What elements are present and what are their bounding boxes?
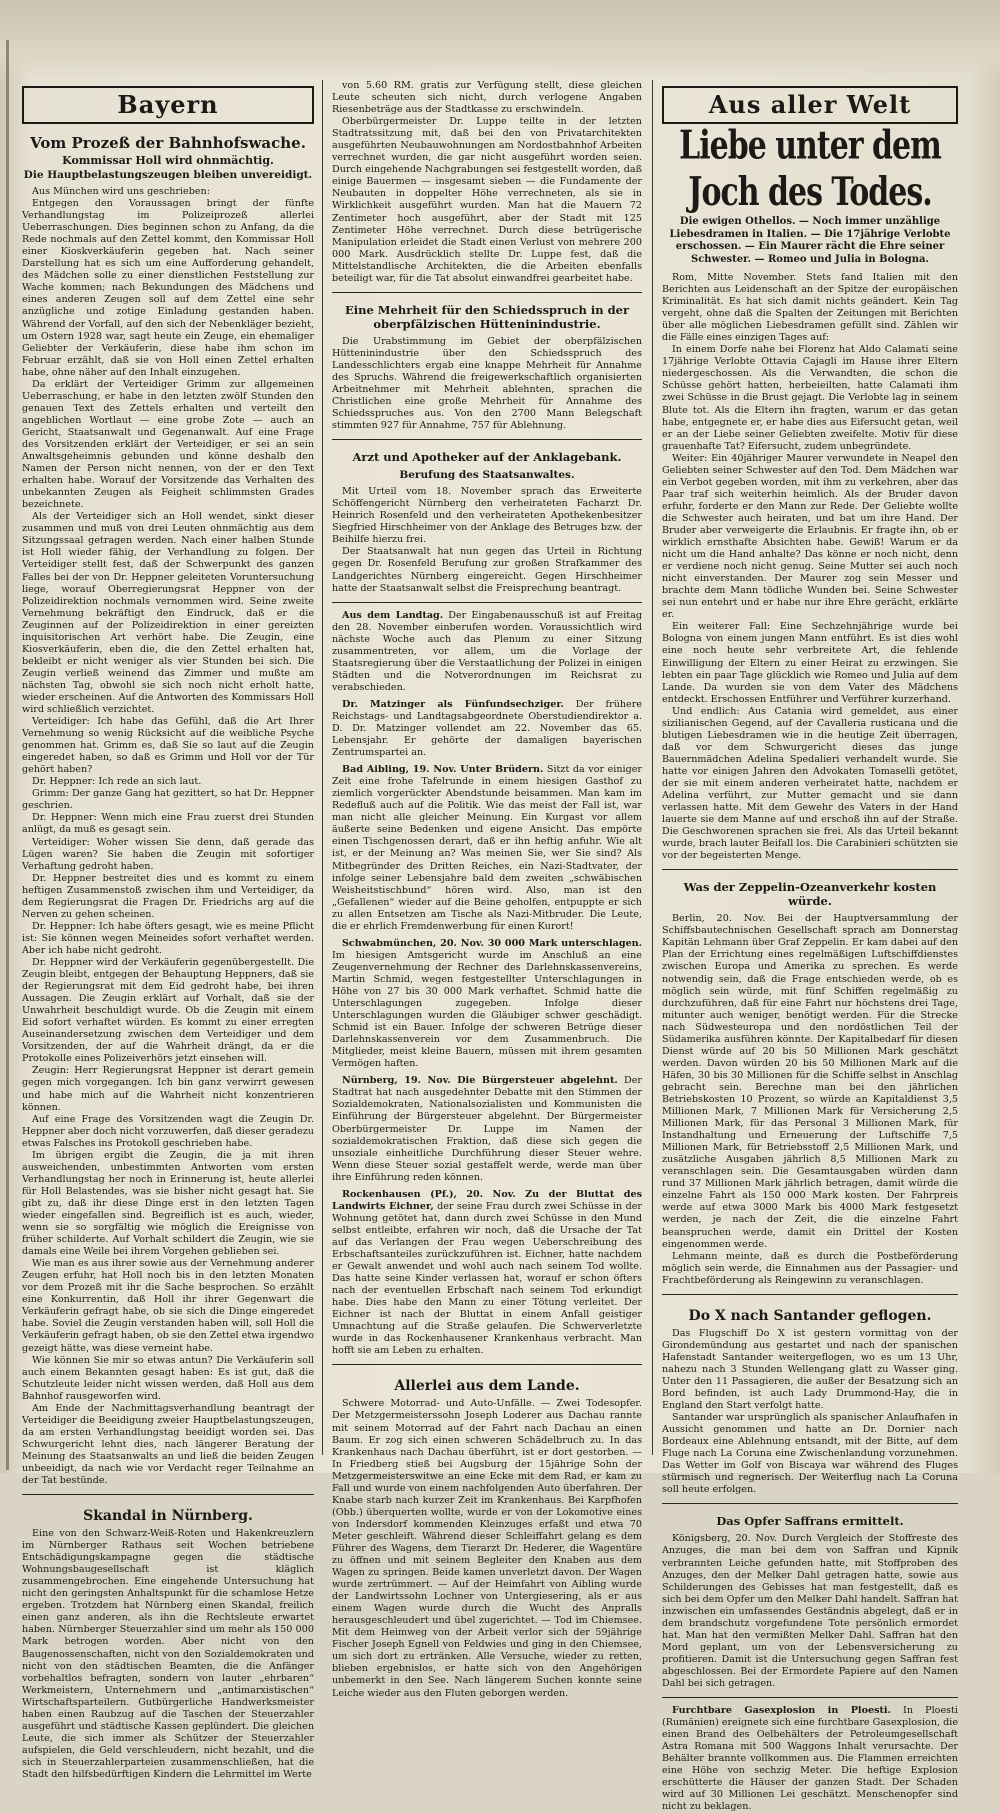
headline-bahnhofswache: Vom Prozeß der Bahnhofswache. <box>30 134 306 152</box>
news-note <box>332 764 642 933</box>
paragraph: Da erklärt der Verteidiger Grimm zur allgemeinen Ueberraschung, er habe in den letzten zwölf Stunden den genauen Text des Zettels erhalten und verteilt den angeblichen Wortlaut — eine grobe Zote — auch an Gericht, Staatsanwalt und Gegenanwalt. Auf eine Frage des Vorsitzenden erklärt der Verteidiger, er sei an sein Anwaltsgeheimnis gebunden und könne deshalb den Namen der Person nicht nennen, von der er den Text erhalten habe. Worauf der Vorsitzende das Verhalten des unbekannten Zeugen als Feigheit schlimmsten Grades bezeichnete. <box>22 378 314 511</box>
divider <box>332 1364 642 1365</box>
headline-allerlei: Allerlei aus dem Lande. <box>394 1378 580 1395</box>
paragraph: Ein weiterer Fall: Eine Sechzehnjährige wurde bei Bologna von einem jungen Mann entführt. Es ist dies wohl eine noch heute sehr verbreitete Art, die fehlende Einwilligung der Eltern zu einer Heirat zu erzwingen. Sie lebten ein paar Tage glücklich wie Romeo und Julia auf dem Lande. Da wurden sie von dem Vater des Mädchens entdeckt. Erschossen Entführer und Verführer kurzerhand. <box>662 621 958 705</box>
paragraph: Rom, Mitte November. Stets fand Italien mit den Berichten aus Leidenschaft an der Spitze der europäischen Kriminalität. Es hat sich damit nichts geändert. Kein Tag vergeht, ohne daß die Spalten der Zeitungen mit Berichten über alle möglichen Liebesdramen gefüllt sind. Zählen wir die Fälle eines einzigen Tages auf: <box>662 272 958 344</box>
news-note-text: Sitzt da vor einiger Zeit eine frohe Tafelrunde in einem hiesigen Gasthof zu ziemlich vorgerückter Abendstunde beisammen. Man kam im Redefluß auch auf die Politik. Wie das meist der Fall ist, war man nicht alle gleicher Meinung. Ein Kurgast vor allem äußerte seine Bedenken und eigene Ansicht. Das empörte einen Tischgenossen derart, daß er ihn heftig anfuhr. Wie alt ist, er der Meinung an? Was meinen Sie, wer Sie sind? Als Mitbegründer des Dritten Reiches, ein Nazi-Stadtvater, der infolge seiner Lebensjahre bald dem zweiten „schwäbischen Weisheitstischbund“ hören wird. Also, man ist den „Gefallenen“ wieder auf die Beine geholfen, entpuppte er sich zu allen Entsetzen am Tische als Nazi-Mitbruder. Die Leute, die er ehrlich Fremdenwerbung für einen Kurort! <box>332 764 642 932</box>
ploesti-paragraph <box>662 1705 958 1813</box>
paragraph: Der Staatsanwalt hat nun gegen das Urteil in Richtung gegen Dr. Rosenfeld Berufung zur großen Strafkammer des Landgerichtes Nürnberg eingereicht. Gegen Hirschheimer hatte der Staatsanwalt selbst die Freisprechung beantragt. <box>332 546 642 594</box>
paragraph: Berlin, 20. Nov. Bei der Hauptversammlung der Schiffsbautechnischen Gesellschaft sprach am Donnerstag Kapitän Lehmann über Graf Zeppelin. Er kam dabei auf den Plan der Errichtung eines regelmäßigen Luftschiffdienstes zwischen Europa und Amerika zu sprechen. Es werde notwendig sein, daß die Frage entschieden werde, ob es möglich sein würde, mit fünf Schiffen regelmäßig zu durchzuführen, daß für eine Fahrt nur höchstens drei Tage, mitunter auch weniger, benötigt werden. Für die Strecke nach Südwesteuropa und den nordöstlichen Teil der Südamerika ausführen könnte. Der Kapitalbedarf für diesen Dienst würde auf 20 bis 50 Millionen Mark geschätzt werden. Davon würden 20 bis 50 Millionen Mark auf die Häfen, 30 bis 30 Millionen für die Schiffe selbst in Anschlag gebracht sein. Berechne man bei den jährlichen Betriebskosten 10 Prozent, so würde an Kapitaldienst 3,5 Millionen Mark, 7 Millionen Mark für Versicherung 2,5 Millionen Mark, für das Personal 3 Millionen Mark, für Instandhaltung und Erneuerung der Luftschiffe 7,5 Millionen Mark, für Betriebsstoff 2,5 Millionen Mark, und zusätzliche Ausgaben jährlich 8,5 Millionen Mark zu veranschlagen sein. Die Gesamtausgaben würden dann rund 37 Millionen Mark jährlich betragen, damit würde die einzelne Fahrt als 150 000 Mark kosten. Der Fahrpreis werde auf etwa 3000 Mark bis 4000 Mark festgesetzt werden, je nach der Zeit, die die einzelne Fahrt beanspruchen werde, damit ein Drittel der Kosten eingenommen werde. <box>662 913 958 1250</box>
paragraph: Dr. Heppner: Wenn mich eine Frau zuerst drei Stunden anlügt, da muß es gesagt sein. <box>22 812 314 836</box>
page-binding-edge <box>6 40 9 1470</box>
paragraph: Wie können Sie mir so etwas antun? Die Verkäuferin soll auch einem Bekannten gesagt haben: Es ist gut, daß die Schutzleute leider nicht wissen werden, daß Holl aus dem Bahnhof rausgeworfen wird. <box>22 1354 314 1402</box>
divider <box>662 1294 958 1295</box>
article-body-skandal <box>22 1528 314 1781</box>
headline-saffran: Das Opfer Saffrans ermittelt. <box>716 1514 904 1529</box>
subhead-zeugen: Die Hauptbelastungszeugen bleiben unvereidigt. <box>23 169 313 181</box>
paragraph: Dr. Heppner: Ich rede an sich laut. <box>32 776 202 788</box>
column-aus-aller-welt <box>662 78 958 1813</box>
headline-skandal-nuernberg: Skandal in Nürnberg. <box>83 1508 253 1525</box>
divider <box>662 1503 958 1504</box>
divider <box>22 1494 314 1495</box>
news-note-text: Der Eingabenausschuß ist auf Freitag den 28. November einberufen worden. Voraussichtlich wird nächste Woche auch das Plenum zu einer Sitzung zusammentreten, vor allem, um die Vorlage der Staatsregierung über die Verstaatlichung der Polizei in einigen Städten und die Notverordnungen im Reichsrat zu verabschieden. <box>332 609 642 693</box>
divider <box>332 602 642 603</box>
paragraph: von 5.60 RM. gratis zur Verfügung stellt, diese gleichen Leute scheuten sich nicht, durch verlogene Angaben Riesenbeträge aus der Stadtkasse zu erschwindeln. <box>332 80 642 116</box>
section-title-bayern: Bayern <box>22 86 314 124</box>
news-note <box>332 1189 642 1358</box>
paragraph: Dr. Heppner wird der Verkäuferin gegenübergestellt. Die Zeugin bleibt, entgegen der Behauptung Heppners, daß sie der Regierungsrat mit dem Eid gedroht habe, bei ihren Aussagen. Die Zeugin erklärt auf Vorhalt, daß sie der Unwahrheit beschuldigt wurde. Ob die Zeugin mit einem Eid sofort verhaftet würden. Es kommt zu einer erregten Auseinandersetzung zwischen dem Verteidiger und dem Vorsitzenden, der auf die Wahrheit drängt, da er die Protokolle eines Polizeiverhörs jetzt einsehen will. <box>22 957 314 1065</box>
column-rule-1 <box>322 80 323 1455</box>
headline-schiedsspruch: Eine Mehrheit für den Schiedsspruch in der oberpfälzischen Hütteninindustrie. <box>344 302 630 331</box>
deck-othellos: Die ewigen Othellos. — Noch immer unzählige Liebesdramen in Italien. — Die 17jährige Verlobte erschossen. — Ein Maurer rächt die Ehre seiner Schwester. — Romeo und Julia in Bologna. <box>669 216 951 265</box>
paragraph: Verteidiger: Ich habe das Gefühl, daß die Art Ihrer Vernehmung so wenig Rücksicht auf die weibliche Psyche genommen hat. Grimm es, daß Sie so laut auf die Zeugin eingeredet haben, so daß es Grimm und Holl vor der Tür gehört haben? <box>22 716 314 776</box>
section-title-aus-aller-welt: Aus aller Welt <box>662 86 958 124</box>
article-body-nuernberg-continued <box>332 80 642 285</box>
article-body-allerlei <box>332 1398 642 1699</box>
news-note-lead: Aus dem Landtag. <box>342 609 444 621</box>
news-note <box>332 699 642 759</box>
article-body-saffran <box>662 1533 958 1690</box>
news-note-text: der seine Frau durch zwei Schüsse in der Wohnung getötet hat, dann durch zwei Schüsse in den Mund selbst entleibte, erfahren wir noch, daß die Ursache der Tat auf das Verlangen der Frau wegen Ueberschreibung des Erbschaftsanteiles zurückzuführen ist. Eichner, hatte nachdem er Gewalt anwendet und wohl auch nach seinem Tod wollte. Das hatte seine Kinder verlassen hat, worauf er schon öfters nach der eventuellen Erbschaft nach seinem Tod erkundigt habe. Dies habe den Mann zu einer Tötung verleitet. Der Eichner ist nach der Bluttat in einem Anfall geistiger Umnachtung auf die Straße gelaufen. Die Schwerverletzte wurde in das Rockenhausener Krankenhaus verbracht. Man hofft sie am Leben zu erhalten. <box>332 1200 642 1357</box>
news-notes <box>332 610 642 1358</box>
paragraph: Am Ende der Nachmittagsverhandlung beantragt der Verteidiger die Beeidigung zweier Hauptbelastungszeugen, da am ersten Verhandlungstag beeidigt worden sei. Das Schwurgericht lehnt dies, nach längerer Beratung der Meinung des Staatsanwalts an und ließ die beiden Zeugen unbeeidigt, da nach wie vor Verdacht reger Teilnahme an der Tat bestünde. <box>22 1402 314 1487</box>
paragraph: Santander war ursprünglich als spanischer Anlaufhafen in Aussicht genommen und hatte an Dr. Dornier nach Bordeaux eine Ablehnung entsandt, mit der Bitte, auf dem Fluge nach La Coruna eine Zwischenlandung vorzunehmen. Das Wetter im Golf von Biscaya war während des Fluges stürmisch und regnerisch. Der Weiterflug nach La Coruna soll heute erfolgen. <box>662 1412 958 1496</box>
paragraph: Auf eine Frage des Vorsitzenden wagt die Zeugin Dr. Heppner aber doch nicht vorzuwerfen, daß dieser geradezu etwas Falsches ins Protokoll geschrieben habe. <box>22 1113 314 1149</box>
paragraph: Oberbürgermeister Dr. Luppe teilte in der letzten Stadtratssitzung mit, daß bei den von Privatarchitekten ausgeführten Neubauwohnungen am Nordostbahnhof Arbeiten verrechnet wurden, die gar nicht ausgeführt worden seien. Durch eingehende Nachgrabungen sei festgestellt worden, daß einige Bauermen — insgesamt sieben — die Fundamente der Neubauten in doppelter Höhe verrechneten, als sie in Wirklichkeit ausgeführt wurden. Man hat die Mauern 72 Zentimeter hoch ausgeführt, aber der Stadt mit 125 Zentimeter Höhe verrechnet. Durch diese betrügerische Manipulation erleidet die Stadt einen Verlust von mehrere 200 000 Mark. Ausdrücklich stellte Dr. Luppe fest, daß die Mittelstandlische Architekten, die die Arbeiten ebenfalls beteiligt war, für die Tat absolut einwandfrei gearbeitet habe. <box>332 116 642 284</box>
article-body-do-x <box>662 1328 958 1497</box>
paragraph: Das Flugschiff Do X ist gestern vormittag von der Girondemündung aus gestartet und nach der spanischen Hafenstadt Santander weitergeflogen, wo es um 13 Uhr, nahezu nach 3 Stunden Wellengang glatt zu Wasser ging. Unter den 11 Passagieren, die außer der Besatzung sich an Bord befinden, ist auch Lady Drummond-Hay, die in England den Start verfolgt hatte. <box>662 1327 958 1412</box>
paragraph: Als der Verteidiger sich an Holl wendet, sinkt dieser zusammen und muß von drei Leuten ohnmächtig aus dem Sitzungssaal getragen werden. Nach einer halben Stunde ist Holl wieder fähig, der Verhandlung zu folgen. Der Verteidiger stellt fest, daß der Schwerpunkt des ganzen Falles bei der von Dr. Heppner geleiteten Voruntersuchung liege, worauf Oberregierungsrat Heppner von der Polizeidirektion nochmals vernommen wird. Seine zweite Vernehmung bekräftigt den Eindruck, daß er die Zeuginnen auf der Polizeidirektion in einer gereizten inquisitorischen Art verhört habe. Die Zeugin, eine Kiosverkäuferin, eben die, die den Zettel erhalten hat, bekleibt er nicht weniger als vier Stunden bei sich. Die Zeugin verließ weinend das Zimmer und mußte am nächsten Tag, obwohl sie sich noch nicht erholt hatte, wieder erscheinen. Auf die Antworten des Kommissars Holl wird schließlich verzichtet. <box>22 511 314 716</box>
article-body-liebe <box>662 272 958 862</box>
paragraph: Eine von den Schwarz-Weiß-Roten und Hakenkreuzlern im Nürnberger Rathaus seit Wochen betriebene Entschädigungskampagne gegen die städtische Wohnungsbaugesellschaft ist kläglich zusammengebrochen. Eine eingehende Untersuchung hat nicht den geringsten Anhaltspunkt für die schamlose Hetze ergeben. Trotzdem hat Nürnberg einen Skandal, freilich einen ganz anderen, als ihn die Rechtsleute erwartet haben. Nürnberger Steuerzahler sind um mehr als 150 000 Mark betrogen worden. Aber nicht von den Baugenossenschaften, nicht von den Sozialdemokraten und nicht von den städtischen Beamten, die die Anfänger vorbehaltlos befragten, sondern von lauter „ehrbaren“ Werkmeistern, Unternehmern und „antimarxistischen“ Wirtschaftsparteilern. Gutbürgerliche Handwerksmeister haben einen Raubzug auf die Taschen der Steuerzahler ausgeführt und städtische Kassen geplündert. Die gleichen Leute, die sich immer als Schützer der Steuerzahler aufspielen, die Geld verschleudern, nicht bezahlt, und die sich in Steuerzahlerparteien zusammenschließen, hat die Stadt den hilfsbedürftigen Kindern die Lehrmittel im Werte <box>22 1528 314 1780</box>
news-note-lead: Bad Aibling, 19. Nov. Unter Brüdern. <box>342 764 544 776</box>
paragraph: Dr. Heppner: Ich habe öfters gesagt, wie es meine Pflicht ist: Sie können wegen Meineides sofort verhaftet werden. Aber ich habe nicht gedroht. <box>22 920 314 956</box>
news-note-lead: Nürnberg, 19. Nov. Die Bürgersteuer abgelehnt. <box>342 1075 618 1087</box>
subhead-berufung: Berufung des Staatsanwaltes. <box>399 469 575 482</box>
news-note <box>332 938 642 1071</box>
news-note <box>332 610 642 694</box>
paragraph: In einem Dorfe nahe bei Florenz hat Aldo Calamati seine 17jährige Verlobte Ottavia Cajagli im Hause ihrer Eltern niedergeschossen. Als die Verwandten, die schon die Schüsse gehört hatten, herbeieilten, hatte Calamati ihm zwei Schüsse in die Brust gejagt. Die Verlobte lag in seinem Blute tot. Als die Eltern ihn fragten, warum er das getan habe, entgegnete er, er habe dies aus Eifersucht getan, weil er an der Liebe seiner Geliebten zweifelte. Motiv für diese grauenhafte Tat? Eifersucht, zudem unbegründete. <box>662 344 958 452</box>
paragraph: Weiter: Ein 40jähriger Maurer verwundete in Neapel den Geliebten seiner Schwester auf den Tod. Dem Mädchen war ein Verbot gegeben worden, mit ihm zu verkehren, aber das Paar traf sich weiterhin heimlich. Als der Bruder davon erfuhr, forderte er den Mann zur Rede. Der Geliebte wollte die Schwester auch heiraten, und bat um ihre Hand. Der Bruder aber verweigerte die Erlaubnis. Er fragte ihn, ob er wirklich ernsthafte Absichten habe. Gewiß! Warum er da nicht um die Hand anhalte? Das könne er noch nicht, denn er verdiene noch nicht genug. Seine Mutter sei auch noch nicht einverstanden. Der Maurer zog sein Messer und brachte dem Mann tödliche Wunden bei. Seine Schwester sei nun entehrt und er habe nur ihre Ehre gerächt, erklärte er. <box>662 452 958 621</box>
column-bayern <box>22 78 314 1780</box>
news-note-lead: Rockenhausen (Pf.), 20. Nov. Zu der Bluttat des Landwirts Eichner, <box>332 1188 642 1212</box>
paragraph: Im übrigen ergibt die Zeugin, die ja mit ihren ausweichenden, unbestimmten Antworten vom ersten Verhandlungstag her noch in Erinnerung ist, heute allerlei für Holl Belastendes, was sie bisher nicht gesagt hat. Sie gibt zu, daß ihr diese Dinge erst in den letzten Tagen wieder eingefallen sind. Begreiflich ist es auch, wieder, wenn sie so sorgfältig wie möglich die Ereignisse von früher schilderte. Auf Vorhalt schildert die Zeugin, wie sie damals eine Weile bei ihrem Vorgehen geblieben sei. <box>22 1149 314 1258</box>
paragraph: Mit Urteil vom 18. November sprach das Erweiterte Schöffengericht Nürnberg den verheirateten Facharzt Dr. Heinrich Rosenfeld und den verheirateten Apothekenbesitzer Siegfried Hirschheimer von der Anklage des Betruges bzw. der Beihilfe hierzu frei. <box>332 486 642 546</box>
column-rule-2 <box>652 80 653 1455</box>
paragraph: Entgegen den Voraussagen bringt der fünfte Verhandlungstag im Polizeiprozeß allerlei Ueberraschungen. Dies beginnen schon zu Anfang, da die Rede nochmals auf den Zettel kommt, den Kommissar Holl einer Kioskverkäuferin gegeben hat. Nach seiner Darstellung hat es sich um eine Aufforderung gehandelt, des Mädchen solle zu einer dienstlichen Feststellung zur Wache kommen; nach Bekundungen des Mädchens und eines anderen Zeugen soll auf dem Zettel eine sehr anzügliche und zotige Einladung gestanden haben. Während der Vorfall, auf den sich der Nebenkläger bezieht, um Ostern 1928 war, sagt heute ein Zeuge, ein ehemaliger Geliebter der Verkäuferin, diese habe ihm schon im Februar erzählt, daß sie von Holl einen Zettel erhalten habe, ohne näher auf den Inhalt einzugehen. <box>22 198 314 378</box>
paragraph: Wie man es aus ihrer sowie aus der Vernehmung anderer Zeugen erfuhr, hat Holl noch bis in den letzten Monaten vor dem Prozeß mit ihr die Sache besprochen. So erzählt eine Konkurrentin, daß Holl ihr ihrer Gegenwart die Verkäuferin gefragt habe, ob sie sich die Dinge eingeredet habe. Soviel die Zeugin verstanden haben will, soll Holl die Verkäuferin gefragt haben, ob sie den Zettel etwa irgendwo gezeigt hätte, was diese verneint habe. <box>22 1258 314 1354</box>
divider <box>332 292 642 293</box>
article-body-zeppelin <box>662 913 958 1286</box>
paragraph: Verteidiger: Woher wissen Sie denn, daß gerade das Lügen waren? Sie haben die Zeugin mit sofortiger Verhaftung gedroht haben. <box>22 836 314 872</box>
article-body-schiedsspruch <box>332 336 642 432</box>
divider <box>332 439 642 440</box>
headline-zeppelin: Was der Zeppelin-Ozeanverkehr kosten würde. <box>683 880 937 909</box>
paragraph: Schwere Motorrad- und Auto-Unfälle. — Zwei Todesopfer. Der Metzgermeisterssohn Joseph Loderer aus Dachau rannte mit seinem Motorrad auf der Fahrt nach Dachau an einen Baum. Er zog sich einen schweren Schädelbruch zu. In das Krankenhaus nach Dachau überführt, ist er dort gestorben. — In Friedberg stieß bei Augsburg der 15jährige Sohn der Metzgermeisterswitwe an eine Ecke mit dem Rad, er kam zu Fall und wurde von einem nachfolgenden Auto überfahren. Der Knabe starb nach kurzer Zeit im Krankenhaus. Bei Karpfhofen (Obb.) überquerten wollte, wurde er von der Lokomotive eines von Indersdorf kommenden Kleinzuges erfaßt und etwa 70 Meter geschleift. Während dieser Schleiffahrt gelang es dem Führer des Wagens, dem Tierarzt Dr. Hederer, die Wagentüre zu öffnen und mit seinem Begleiter den Knaben aus dem Wagen zu springen. Beide kamen unverletzt davon. Der Wagen wurde zertrümmert. — Auf der Heimfahrt von Aibling wurde der Landwirtssohn Lochner von Untergiesering, als er aus einem Wagen wurde durch die Wucht des Anpralls herausgeschleudert und übel zugerichtet. — Tod im Chiemsee. Mit dem Heimweg von der Arbeit verlor sich der 59jährige Fischer Joseph Egnell von Feldwies und ging in den Chiemsee, um sich dort zu ertränken. Alle Versuche, wieder zu retten, blieben ergebnislos, er hatte sich von den Angehörigen unbemerkt in den See. Nach längerem Suchen konnte seine Leiche wieder aus den Fluten geborgen werden. <box>332 1398 642 1699</box>
news-note-lead: Schwabmünchen, 20. Nov. 30 000 Mark unterschlagen. <box>342 937 642 949</box>
paragraph: Dr. Heppner bestreitet dies und es kommt zu einem heftigen Zusammenstoß zwischen ihm und Verteidiger, da dem Regierungsrat die Fragen Dr. Friedrichs arg auf die Nerven zu gehen scheinen. <box>22 872 314 920</box>
paragraph: Die Urabstimmung im Gebiet der oberpfälzischen Hütteninindustrie über den Schiedsspruch des Landesschlichters ergab eine knappe Mehrheit für Annahme des Spruchs. Während die freigewerkschaftlich organisierten Arbeitnehmer mit Mehrheit ablehnten, sprachen die Christlichen eine große Mehrheit für Annahme des Schiedsspruches aus. Von den 2700 Mann Belegschaft stimmten 927 für Annahme, 757 für Ablehnung. <box>332 335 642 432</box>
paragraph: Lehmann meinte, daß es durch die Postbeförderung möglich sein werde, die Einnahmen aus der Passagier- und Frachtbeförderung als Reingewinn zu veranschlagen. <box>662 1250 958 1286</box>
headline-arzt-apotheker: Arzt und Apotheker auf der Anklagebank. <box>352 450 622 465</box>
news-note-lead: Dr. Matzinger als Fünfundsechziger. <box>342 698 564 710</box>
news-note-text: Im hiesigen Amtsgericht wurde im Anschluß an eine Zeugenvernehmung der Rechner des Darlehnskassenvereins, Martin Schmid, wegen festgestellter Unterschlagungen in Höhe von 27 bis 30 000 Mark verhaftet. Schmid hatte die Unterschlagungen zugegeben. Infolge dieser Unterschlagungen wurden die Gläubiger schwer geschädigt. Schmid ist ein Bauer. Infolge der schweren Betrüge dieser Darlehnskassenverein vor dem Zusammenbruch. Die Mitglieder, meist kleine Bauern, müssen mit ihrem gesamten Vermögen haften. <box>332 949 642 1070</box>
news-note-text: Der Stadtrat hat nach ausgedehnter Debatte mit den Stimmen der Sozialdemokraten, Nationalsozialisten und Kommunisten die Einführung der Bürgersteuer abgelehnt. Der Bürgermeister Oberbürgermeister Dr. Luppe im Namen der sozialdemokratischen Fraktion, daß diese sich gegen die unsoziale einheitliche Durchführung dieser Steuer wehre. Wenn diese Steuer sozial gestaffelt werde, werde man über ihre Einführung reden können. <box>332 1075 642 1183</box>
headline-liebe: Liebe unter dem Joch des Todes. <box>679 123 941 216</box>
paragraph: Grimm: Der ganze Gang hat gezittert, so hat Dr. Heppner geschrien. <box>22 788 314 812</box>
dateline: Aus München wird uns geschrieben: <box>32 186 210 197</box>
news-note <box>332 1075 642 1183</box>
headline-do-x: Do X nach Santander geflogen. <box>688 1307 932 1324</box>
divider <box>662 1697 958 1698</box>
paragraph: Königsberg, 20. Nov. Durch Vergleich der Stoffreste des Anzuges, die man bei dem von Saffran und Kipnik verbrannten Leiche gefunden hatte, mit Stoffproben des Anzuges, den der Melker Dahl getragen hatte, sowie aus Schilderungen des Gebisses hat man festgestellt, daß es sich bei dem Opfer um den Melker Dahl handelt. Saffran hat inzwischen ein umfassendes Geständnis abgelegt, daß er in dem brandschutz vorgefundene Tote persönlich ermordet hat. Man hat den vermißten Melker Dahl. Saffran hat den Mord geplant, um von der Lebensversicherung zu profitieren. Damit ist die Untersuchung gegen Saffran fest abgeschlossen. Bei der Ermordete Papiere auf den Namen Dahl bei sich getragen. <box>662 1533 958 1689</box>
article-body-arzt <box>332 486 642 594</box>
top-edge-shadow <box>0 0 1000 80</box>
ploesti-text: In Ploesti (Rumänien) ereignete sich eine furchtbare Gasexplosion, die einen Brand des Oelbehälters der Petroleumgesellschaft Astra Romana mit 500 Waggons Inhalt verursachte. Der Behälter brannte vollkommen aus. Die Flammen erreichten eine Höhe von sechzig Meter. Die heftige Explosion erschütterte die Häuser der ganzen Stadt. Der Schaden wird auf 30 Millionen Lei geschätzt. Menschenopfer sind nicht zu beklagen. <box>662 1705 958 1813</box>
paragraph: Und endlich: Aus Catania wird gemeldet, aus einer sizilianischen Gegend, auf der Cavalleria rusticana und die blutigen Liebesdramen wie in die heutige Zeit überragen, daß vor dem Schwurgericht dieses das junge Bauernmädchen Adelina Spedalieri verhandelt wurde. Sie hatte vor einigen Jahren den Advokaten Tomaselli getötet, der sie mit einem anderen verheiratet hatte, nachdem er Adelina verführt, zur Mutter gemacht und sie dann verlassen hatte. Mit dem Gewehr des Vaters in der Hand lauerte sie dem Manne auf und erschoß ihn auf der Straße. Die Geschworenen sprachen sie frei. Als das Urteil bekannt wurde, brach lauter Beifall los. Die Carabinieri schützten sie vor der begeisterten Menge. <box>662 705 958 862</box>
article-body-bahnhofswache <box>22 198 314 1487</box>
divider <box>662 869 958 870</box>
subhead-holl: Kommissar Holl wird ohnmächtig. <box>62 154 274 167</box>
paragraph: Zeugin: Herr Regierungsrat Heppner ist derart gemein gegen mich vorgegangen. Ich bin ganz verwirrt gewesen und habe mich auf die Wahrheit nicht konzentrieren können. <box>22 1065 314 1113</box>
ploesti-lead: Furchtbare Gasexplosion in Ploesti. <box>672 1705 891 1717</box>
news-note-text: Der frühere Reichstags- und Landtagsabgeordnete Oberstudiendirektor a. D. Dr. Matzinger vollendet am 22. November das 65. Lebensjahr. Er gehörte der damaligen bayerischen Zentrumspartei an. <box>332 698 642 759</box>
column-middle <box>332 80 642 1699</box>
